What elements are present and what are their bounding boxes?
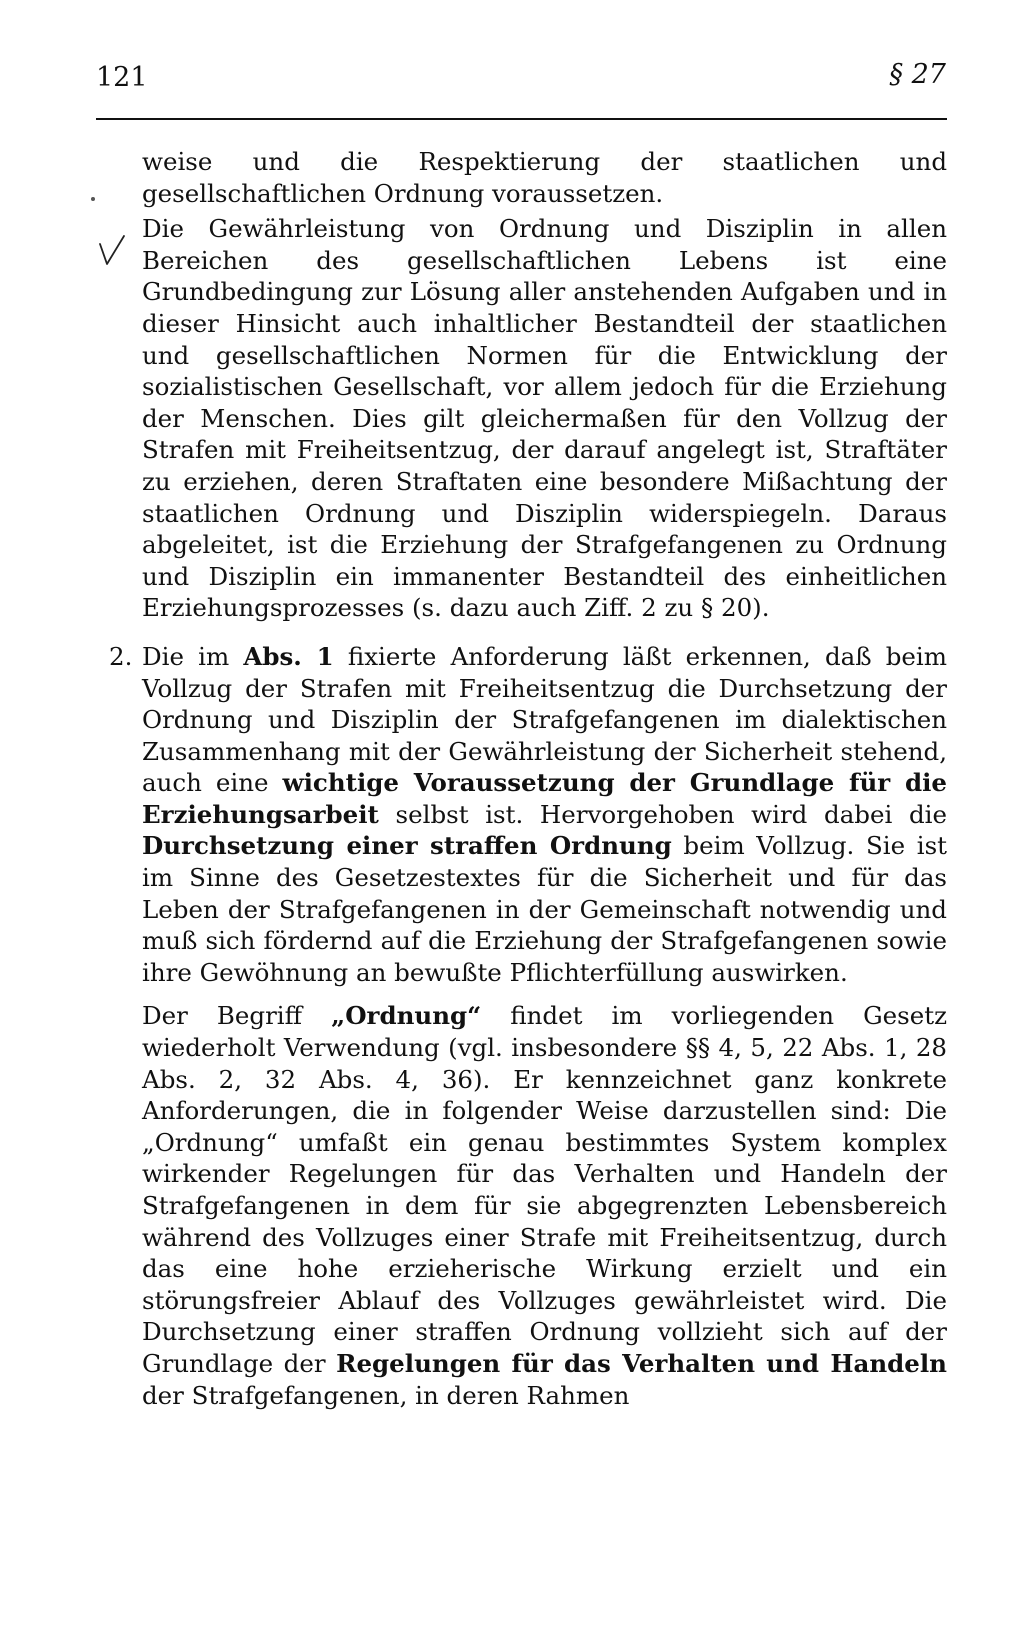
text-segment: Die im: [142, 641, 244, 671]
bold-text-segment: „Ordnung“: [331, 1001, 482, 1031]
section-reference: § 27: [889, 59, 946, 90]
paragraph-continuation: weise und die Respektierung der staatlichen und gesellschaftlichen Ordnung voraussetzen.: [142, 147, 947, 208]
numbered-item-2: [109, 641, 948, 989]
text-segment: beim Vollzug. Sie ist im Sinne des Gesetzestextes für die Sicherheit und für das Leben der Strafgefangenen in der Gemeinschaft notwendig und muß sich fördernd auf die Erziehung der Strafgefangenen sowie ihre Gewöhnung an bewußte Pflichterfüllung auswirken.: [142, 831, 947, 987]
header-rule: [96, 118, 947, 120]
margin-dot-mark: [91, 197, 95, 201]
text-segment: fixierte Anforderung läßt erkennen, daß beim Vollzug der Strafen mit Freiheitsentzug die Durchsetzung der Ordnung und Disziplin der Strafgefangenen im dialektischen Zusammenhang mit der Gewährleistung der Sicherheit stehend, auch eine: [142, 641, 948, 798]
paragraph-ordnung-definition: [142, 1000, 947, 1411]
handwritten-check-mark-icon: [98, 234, 126, 268]
item-number: 2.: [109, 641, 133, 671]
page-body: [109, 146, 948, 1411]
bold-text-segment: wichtige Voraussetzung der Grundlage für die Erziehungsarbeit: [142, 768, 947, 829]
bold-text-segment: Regelungen für das Verhalten und Handeln: [336, 1348, 947, 1378]
text-segment: findet im vorliegenden Gesetz wiederholt Verwendung (vgl. insbesondere §§ 4, 5, 22 Abs. 1, 28 Abs. 2, 32 Abs. 4, 36). Er kennzeichnet ganz konkrete Anforderungen, die in folgender Weise darzustellen sind: Die „Ordnung“ umfaßt ein genau bestimmtes System komplex wirkender Regelungen für das Verhalten und Handeln der Strafgefangenen in dem für sie abgegrenzten Lebensbereich während des Vollzuges einer Strafe mit Freiheitsentzug, durch das eine hohe erzieherische Wirkung erzielt und ein störungsfreier Ablauf des Vollzuges gewährleistet wird. Die Durchsetzung einer straffen Ordnung vollzieht sich auf der Grundlage der: [142, 1001, 947, 1378]
text-segment: selbst ist. Hervorgehoben wird dabei die: [378, 799, 947, 829]
page-header: [96, 59, 946, 93]
text-segment: der Strafgefangenen, in deren Rahmen: [142, 1380, 630, 1410]
page-number: 121: [96, 62, 148, 93]
text-segment: Der Begriff: [142, 1001, 332, 1031]
paragraph-order-discipline: Die Gewährleistung von Ordnung und Disziplin in allen Bereichen des gesellschaftlichen Lebens ist eine Grundbedingung zur Lösung aller anstehenden Aufgaben und in dieser Hinsicht auch inhaltlicher Bestandteil der staatlichen und gesellschaftlichen Normen für die Entwicklung der sozialistischen Gesellschaft, vor allem jedoch für die Erziehung der Menschen. Dies gilt gleichermaßen für den Vollzug der Strafen mit Freiheitsentzug, der darauf angelegt ist, Straftäter zu erziehen, deren Straftaten eine besondere Mißachtung der staatlichen Ordnung und Disziplin widerspiegeln. Daraus abgeleitet, ist die Erziehung der Strafgefangenen zu Ordnung und Disziplin ein immanenter Bestandteil des einheitlichen Erziehungsprozesses (s. dazu auch Ziff. 2 zu § 20).: [142, 214, 947, 623]
bold-text-segment: Durchsetzung einer straffen Ordnung: [142, 831, 672, 861]
bold-text-segment: Abs. 1: [243, 641, 334, 671]
